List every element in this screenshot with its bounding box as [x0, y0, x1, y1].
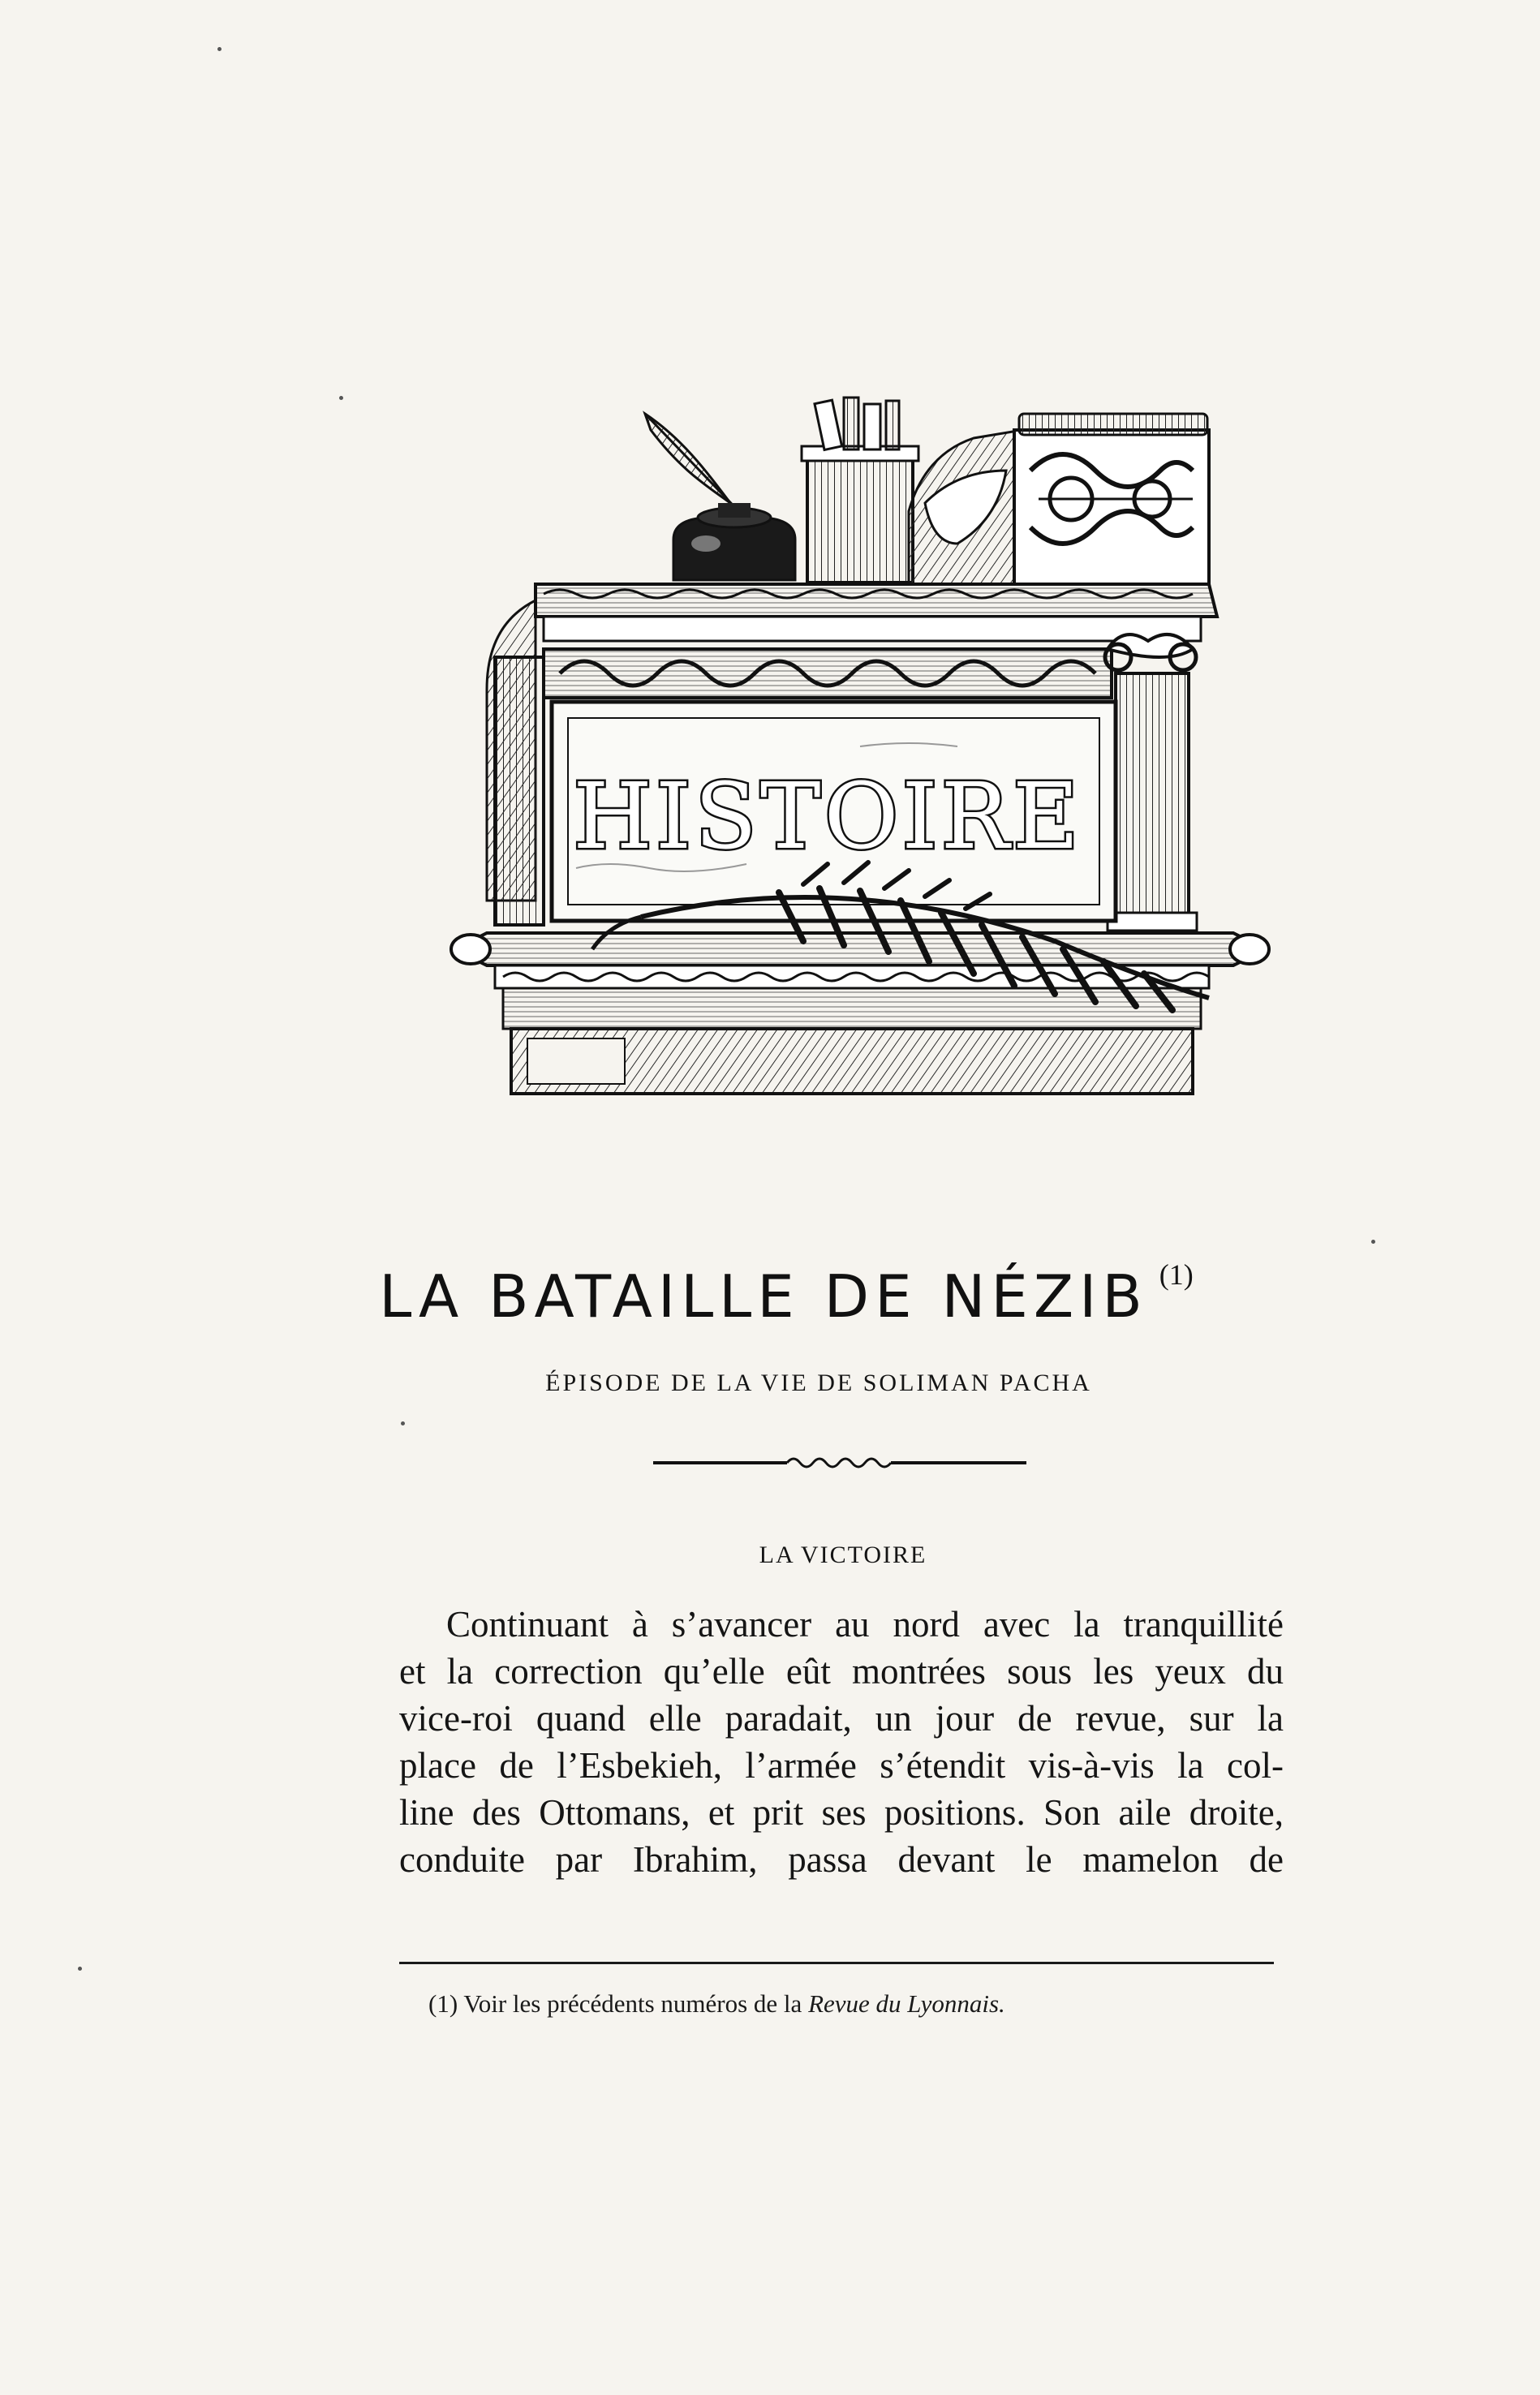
- body-line: Continuant à s’avancer au nord avec la tranquillité: [446, 1604, 1284, 1645]
- print-speck: [217, 47, 222, 51]
- vignette-label: HISTOIRE: [573, 764, 1082, 870]
- body-paragraph: [399, 1601, 1284, 1883]
- pen-holder-icon: [802, 398, 918, 583]
- footnote-source: Revue du Lyonnais.: [808, 1989, 1005, 2018]
- section-heading: LA VICTOIRE: [759, 1541, 927, 1568]
- footnote: [428, 1989, 1272, 2019]
- print-speck: [401, 1421, 405, 1425]
- print-speck: [339, 396, 343, 400]
- print-speck: [1371, 1240, 1375, 1244]
- article-title-block: [0, 1258, 1540, 1331]
- article-subtitle: ÉPISODE DE LA VIE DE SOLIMAN PACHA: [545, 1369, 1092, 1396]
- article-title: LA BATAILLE DE NÉZIB: [379, 1262, 1148, 1331]
- books-icon: [909, 414, 1209, 584]
- body-line: line des Ottomans, et prit ses positions. Son aile droite,: [399, 1792, 1284, 1833]
- footnote-text: Voir les précédents numéros de la: [463, 1989, 802, 2018]
- histoire-vignette: [438, 381, 1298, 1176]
- body-line: conduite par Ibrahim, passa devant le mamelon de: [399, 1839, 1284, 1880]
- body-line: et la correction qu’elle eût montrées sous les yeux du: [399, 1651, 1284, 1692]
- print-speck: [78, 1967, 82, 1971]
- ornamental-divider: [653, 1451, 1026, 1475]
- ionic-column: [1105, 634, 1197, 931]
- body-line: vice-roi quand elle paradait, un jour de revue, sur la: [399, 1698, 1284, 1739]
- inkwell-icon: [673, 503, 795, 580]
- footnote-number: (1): [428, 1989, 458, 2018]
- body-line: place de l’Esbekieh, l’armée s’étendit vis-à-vis la col-: [399, 1745, 1284, 1786]
- title-footnote-ref: (1): [1159, 1258, 1194, 1291]
- footnote-rule: [399, 1962, 1274, 1964]
